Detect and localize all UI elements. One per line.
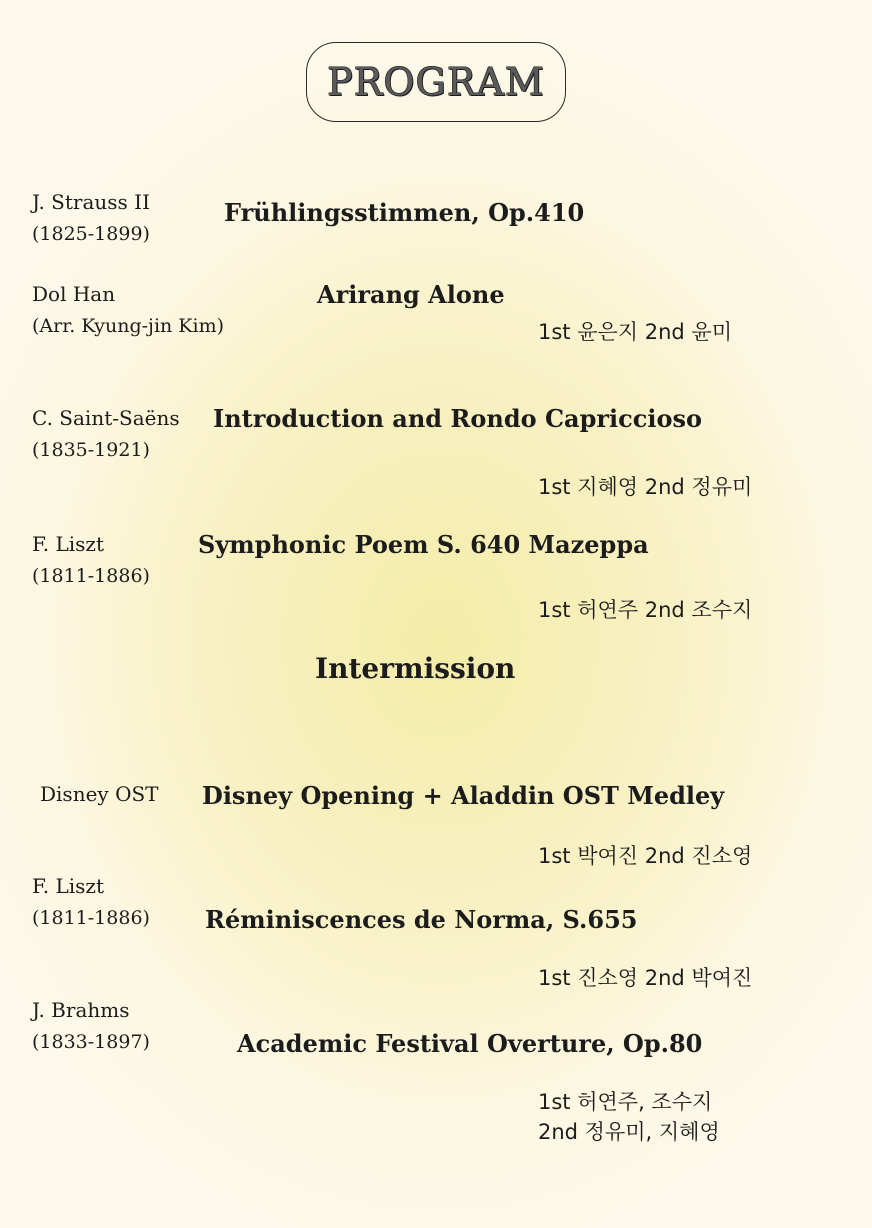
performers: 1st 진소영 2nd 박여진 [538, 966, 753, 990]
piece-title: Symphonic Poem S. 640 Mazeppa [198, 530, 649, 559]
composer-years: (1835-1921) [32, 439, 150, 461]
piece-title: Réminiscences de Norma, S.655 [205, 905, 638, 934]
performers: 2nd 정유미, 지혜영 [538, 1120, 720, 1144]
composer-name: C. Saint-Saëns [32, 406, 180, 430]
program-title-frame [306, 42, 566, 122]
composer-name: Dol Han [32, 282, 116, 306]
performers: 1st 지혜영 2nd 정유미 [538, 475, 753, 499]
performers: 1st 윤은지 2nd 윤미 [538, 320, 732, 344]
composer-years: (1833-1897) [32, 1031, 150, 1053]
composer-name: F. Liszt [32, 532, 104, 556]
piece-title: Introduction and Rondo Capriccioso [213, 404, 703, 433]
composer-years: (1825-1899) [32, 223, 150, 245]
piece-title: Academic Festival Overture, Op.80 [237, 1029, 703, 1058]
composer-name: Disney OST [40, 782, 159, 806]
composer-name: J. Strauss II [32, 190, 150, 214]
piece-title: Disney Opening + Aladdin OST Medley [202, 781, 725, 810]
piece-title: Arirang Alone [317, 280, 505, 309]
performers: 1st 허연주 2nd 조수지 [538, 598, 753, 622]
composer-name: J. Brahms [32, 998, 130, 1022]
composer-name: F. Liszt [32, 874, 104, 898]
performers: 1st 박여진 2nd 진소영 [538, 844, 753, 868]
composer-years: (Arr. Kyung-jin Kim) [32, 315, 225, 337]
composer-years: (1811-1886) [32, 907, 150, 929]
program-title: PROGRAM [327, 60, 545, 104]
composer-years: (1811-1886) [32, 565, 150, 587]
piece-title: Frühlingsstimmen, Op.410 [224, 198, 585, 227]
intermission-label: Intermission [315, 652, 516, 685]
performers: 1st 허연주, 조수지 [538, 1090, 713, 1114]
